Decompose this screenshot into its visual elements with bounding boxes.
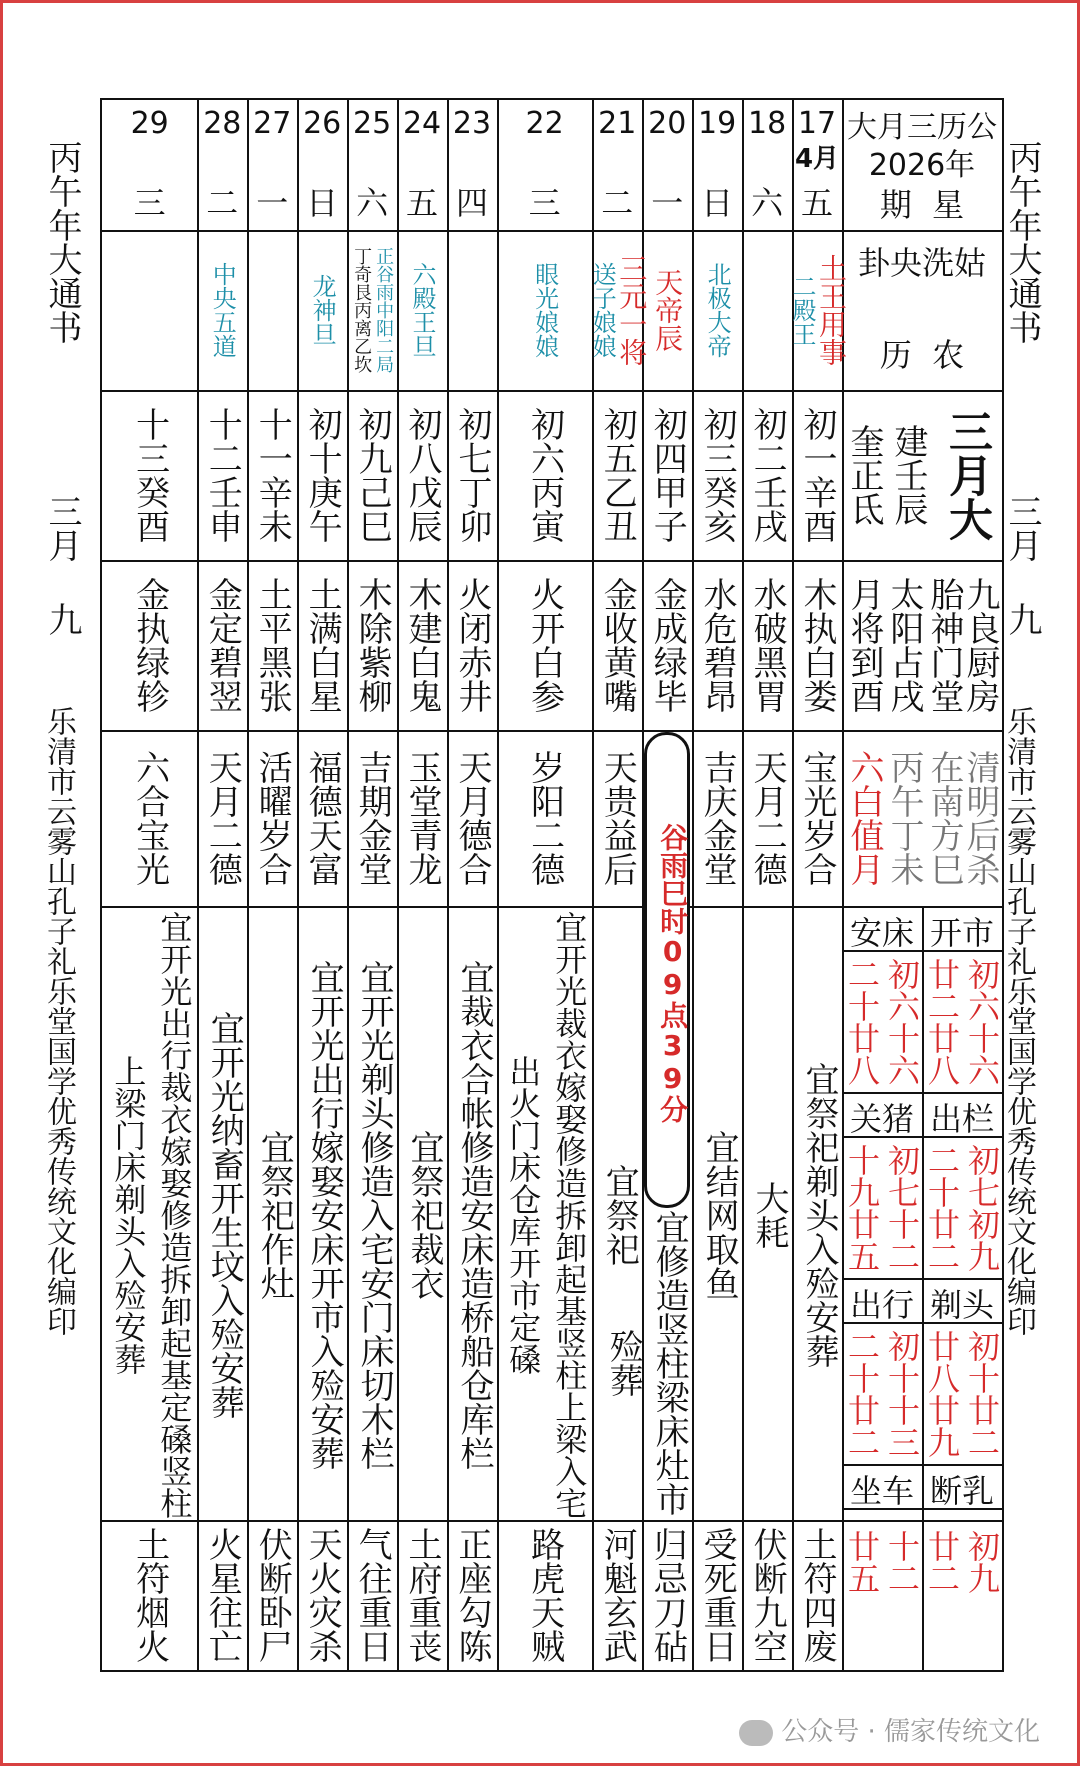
month-big: 三月大 [941, 409, 992, 541]
day-element: 金收黄嘴 [597, 577, 638, 713]
day-date: 29 [130, 106, 169, 141]
weekday-label: 期 星 [879, 186, 965, 224]
note-text-2: 丁奇艮丙离乙坎 [351, 247, 373, 373]
taboo-head-2: 安床 [849, 914, 914, 952]
day-element: 金执绿轸 [129, 577, 170, 713]
day-bad: 火星往亡 [202, 1527, 243, 1663]
taboo-dates: 初十廿二 [963, 1330, 1001, 1458]
right-month: 三月 [1002, 494, 1042, 562]
day-weekday: 六 [751, 184, 784, 222]
day-bad: 伏断卧尸 [252, 1527, 293, 1663]
day-god: 六合宝光 [129, 750, 170, 886]
day-god: 天贵益后 [597, 750, 638, 886]
header-title: 大月三历公 [847, 110, 997, 145]
day-bad: 天火灾杀 [302, 1527, 343, 1663]
day-weekday: 五 [801, 184, 834, 222]
day-yi: 宜祭祀裁衣 [404, 1130, 445, 1300]
taboo-head: 剃头 [929, 1286, 994, 1324]
right-title: 丙午年大通书 [1002, 140, 1042, 344]
taboo-head-2: 关猪 [849, 1100, 914, 1138]
day-god: 活曜岁合 [252, 750, 293, 886]
day-lunar: 十二壬申 [202, 407, 243, 543]
note-text: 正谷雨中阳二局 [373, 247, 395, 373]
left-publisher: 乐清市云雾山孔子礼乐堂国学优秀传统文化编印 [41, 706, 76, 1336]
right-publisher: 乐清市云雾山孔子礼乐堂国学优秀传统文化编印 [1001, 706, 1036, 1336]
taboo-dates: 初七初九 [963, 1144, 1001, 1272]
almanac-table [100, 98, 1004, 1672]
day-bad: 正座勾陈 [451, 1527, 492, 1663]
taboo-dates: 二十廿二 [923, 1144, 961, 1272]
taboo-dates: 二十廿二 [843, 1330, 881, 1458]
day-yi: 宜开光裁衣嫁娶修造拆卸起基竖柱上梁入宅出火门床仓库开市定磉 [504, 911, 589, 1519]
day-lunar: 初三癸亥 [697, 407, 738, 543]
day-note [788, 234, 849, 386]
day-element: 木执白娄 [797, 577, 838, 713]
day-date: 17 [797, 106, 837, 141]
day-date: 23 [452, 106, 492, 141]
jian: 建壬辰 [888, 424, 928, 526]
day-lunar: 十三癸酉 [129, 407, 170, 543]
day-note [497, 234, 592, 386]
day-yi: 宜裁衣合帐修造安床造桥船仓库栏 [453, 960, 494, 1470]
taboo-head: 出栏 [929, 1100, 994, 1138]
day-element: 土平黑张 [252, 577, 293, 713]
taboo-head-2: 坐车 [849, 1472, 914, 1510]
left-title: 丙午年大通书 [42, 140, 82, 344]
note-text: 六殿王旦 [408, 262, 437, 358]
day-element: 水破黑胃 [747, 577, 788, 713]
day-weekday: 五 [406, 184, 439, 222]
day-bad: 土符烟火 [129, 1527, 170, 1663]
day-note [397, 234, 447, 386]
day-lunar: 十一辛未 [252, 407, 293, 543]
right-sidebar [1002, 140, 1050, 1336]
day-weekday: 一 [256, 184, 289, 222]
day-weekday: 一 [651, 184, 684, 222]
day-element: 火闭赤井 [451, 577, 492, 713]
day-god: 岁阳二德 [524, 750, 565, 886]
note-text: 土王用事 [815, 254, 849, 366]
day-lunar: 初一辛酉 [797, 407, 838, 543]
taboo-head: 开市 [929, 914, 994, 952]
taboo-dates: 十二 [883, 1530, 921, 1594]
note-text: 三元一将 [615, 254, 649, 366]
star-1: 九良厨房 [960, 577, 1000, 713]
day-weekday: 日 [306, 184, 339, 222]
taboo-mid-line [922, 906, 924, 1670]
note-text: 龙神旦 [308, 274, 337, 346]
day-element: 火开白参 [524, 577, 565, 713]
taboo-dates: 初六十六 [883, 958, 921, 1086]
day-lunar: 初八戊辰 [402, 407, 443, 543]
day-element: 木建白鬼 [402, 577, 443, 713]
day-weekday: 四 [455, 184, 488, 222]
day-lunar: 初五乙丑 [597, 407, 638, 543]
star-4: 月将到酉 [844, 577, 884, 713]
day-lunar: 初九己巳 [352, 407, 393, 543]
qingming: 清明后杀 [960, 750, 1000, 886]
day-element: 金定碧翌 [202, 577, 243, 713]
day-yi: 宜祭祀剃头入殓安葬 [798, 1062, 839, 1368]
taboo-dates: 二十廿八 [843, 958, 881, 1086]
taboo-dates: 初十十三 [883, 1330, 921, 1458]
guyu-badge: 谷雨巳时09点39分 [644, 732, 690, 1208]
day-note [642, 234, 692, 386]
gua-label: 卦央洗姑 [857, 244, 986, 282]
day-date: 28 [203, 106, 242, 141]
left-month: 三月 [42, 494, 82, 562]
watermark: 公众号 · 儒家传统文化 [739, 1711, 1040, 1748]
taboo-dates: 廿五 [843, 1530, 881, 1594]
header-year: 2026年 [868, 148, 976, 183]
direction: 在南方巳 [924, 750, 964, 886]
day-bad: 气往重日 [352, 1527, 393, 1663]
day-note [197, 234, 247, 386]
taboo-dates: 廿二廿八 [923, 958, 961, 1086]
taboo-head-2: 出行 [849, 1286, 914, 1324]
day-bad: 归忌刀砧 [647, 1527, 688, 1663]
month-tag: 4月 [794, 144, 840, 174]
lunar-label: 历 农 [879, 336, 965, 374]
day-date: 19 [698, 106, 737, 141]
day-yi: 宜开光纳畜开生坟入殓安葬 [204, 1011, 245, 1419]
taboo-dates: 十九廿五 [843, 1144, 881, 1272]
day-date: 21 [598, 106, 637, 141]
ganzhi: 丙午丁未 [884, 750, 924, 886]
right-num: 九 [1002, 602, 1042, 636]
day-lunar: 初六丙寅 [524, 407, 565, 543]
day-date: 25 [353, 106, 392, 141]
day-yi: 宜祭祀 [599, 1164, 640, 1266]
day-yi: 宜修造竖柱梁床灶市殓葬 [603, 1210, 690, 1516]
day-god: 天月德合 [451, 750, 492, 886]
left-sidebar [42, 140, 90, 1336]
taboo-dates: 初六十六 [963, 958, 1001, 1086]
day-date: 26 [303, 106, 342, 141]
day-date: 18 [747, 106, 787, 141]
day-yi: 宜开光剃头修造入宅安门床切木栏 [354, 960, 395, 1470]
day-lunar: 初十庚午 [302, 407, 343, 543]
day-weekday: 三 [528, 184, 561, 222]
day-weekday: 日 [701, 184, 734, 222]
day-element: 金成绿毕 [647, 577, 688, 713]
day-god: 吉庆金堂 [697, 750, 738, 886]
day-god: 宝光岁合 [797, 750, 838, 886]
star-3: 太阳占戌 [884, 577, 924, 713]
day-weekday: 三 [133, 184, 166, 222]
day-god: 天月二德 [747, 750, 788, 886]
day-note [297, 234, 347, 386]
day-god: 吉期金堂 [352, 750, 393, 886]
taboo-dates: 廿八廿九 [923, 1330, 961, 1458]
day-bad: 土府重丧 [402, 1527, 443, 1663]
day-date: 24 [402, 106, 442, 141]
liubai: 六白值月 [844, 750, 884, 886]
day-date: 27 [253, 106, 292, 141]
day-date: 22 [525, 106, 564, 141]
day-yi: 大耗 [749, 1181, 790, 1249]
note-text: 北极大帝 [703, 262, 732, 358]
note-text: 中央五道 [208, 262, 237, 358]
day-bad: 伏断九空 [747, 1527, 788, 1663]
day-bad: 受死重日 [697, 1527, 738, 1663]
day-yi: 宜祭祀作灶 [254, 1130, 295, 1300]
day-bad: 河魁玄武 [597, 1527, 638, 1663]
wechat-icon [739, 1720, 773, 1746]
taboo-dates: 初九 [963, 1530, 1001, 1594]
day-element: 土满白星 [302, 577, 343, 713]
taboo-dates: 廿二 [923, 1530, 961, 1594]
kui: 奎正氐 [844, 424, 884, 526]
day-yi: 宜结网取鱼 [699, 1130, 740, 1300]
day-yi: 宜开光出行裁衣嫁娶修造拆卸起基定磉竖柱上梁门床剃头入殓安葬 [109, 911, 194, 1519]
day-weekday: 二 [206, 184, 239, 222]
note-text: 天帝辰 [651, 268, 685, 352]
row-divider [102, 230, 1002, 232]
day-element: 水危碧昂 [697, 577, 738, 713]
day-bad: 土符四废 [797, 1527, 838, 1663]
day-lunar: 初七丁卯 [451, 407, 492, 543]
day-date: 20 [648, 106, 687, 141]
day-god: 福德天富 [302, 750, 343, 886]
day-bad: 路虎天贼 [524, 1527, 565, 1663]
day-element: 木除紫柳 [352, 577, 393, 713]
day-weekday: 二 [601, 184, 634, 222]
day-yi: 宜开光出行嫁娶安床开市入殓安葬 [304, 960, 345, 1470]
day-note [692, 234, 742, 386]
day-note [588, 234, 649, 386]
note-text: 眼光娘娘 [530, 262, 559, 358]
taboo-head: 断乳 [929, 1472, 994, 1510]
day-note [347, 234, 397, 386]
left-num: 九 [42, 602, 82, 636]
day-lunar: 初四甲子 [647, 407, 688, 543]
taboo-dates: 初七十二 [883, 1144, 921, 1272]
day-god: 玉堂青龙 [402, 750, 443, 886]
day-weekday: 六 [356, 184, 389, 222]
star-2: 胎神门堂 [924, 577, 964, 713]
day-lunar: 初二壬戌 [747, 407, 788, 543]
day-god: 天月二德 [202, 750, 243, 886]
note-text-2: 送子娘娘 [588, 262, 617, 358]
note-text-2: 二殿王 [788, 274, 817, 346]
